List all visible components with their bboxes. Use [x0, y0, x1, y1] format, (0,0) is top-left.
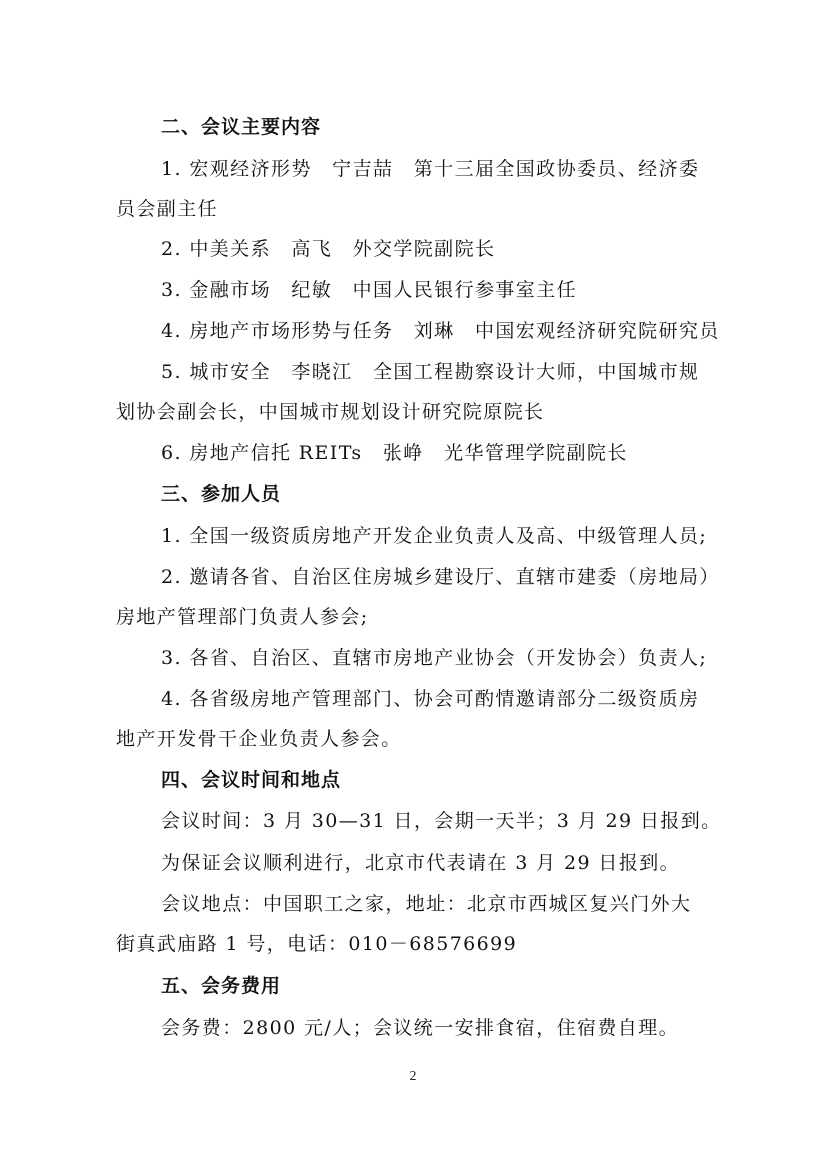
- section-heading-content: 二、会议主要内容: [161, 116, 322, 138]
- participants-item-4-line2: 地产开发骨干企业负责人参会。: [116, 728, 402, 750]
- content-item-6: 6. 房地产信托 REITs 张峥 光华管理学院副院长: [161, 442, 628, 464]
- section-heading-time-place: 四、会议时间和地点: [161, 769, 342, 791]
- fees-item-1: 会务费：2800 元/人；会议统一安排食宿，住宿费自理。: [161, 1017, 679, 1039]
- content-item-5-line2: 划协会副会长，中国城市规划设计研究院原院长: [116, 401, 545, 423]
- section-heading-participants: 三、参加人员: [161, 483, 282, 505]
- content-item-5-line1: 5. 城市安全 李晓江 全国工程勘察设计大师，中国城市规: [161, 361, 700, 383]
- time-place-item-1: 会议时间：3 月 30—31 日，会期一天半；3 月 29 日报到。: [161, 810, 722, 832]
- section-heading-fees: 五、会务费用: [161, 975, 282, 997]
- content-item-1-line1: 1. 宏观经济形势 宁吉喆 第十三届全国政协委员、经济委: [161, 158, 700, 180]
- participants-item-1: 1. 全国一级资质房地产开发企业负责人及高、中级管理人员;: [161, 525, 708, 547]
- content-item-4: 4. 房地产市场形势与任务 刘琳 中国宏观经济研究院研究员: [161, 320, 720, 342]
- time-place-item-2: 为保证会议顺利进行，北京市代表请在 3 月 29 日报到。: [161, 852, 681, 874]
- page-number: 2: [409, 1069, 417, 1084]
- time-place-item-3-line1: 会议地点：中国职工之家，地址：北京市西城区复兴门外大: [161, 893, 692, 915]
- content-item-2: 2. 中美关系 高飞 外交学院副院长: [161, 238, 496, 260]
- participants-item-3: 3. 各省、自治区、直辖市房地产业协会（开发协会）负责人;: [161, 647, 708, 669]
- participants-item-2-line2: 房地产管理部门负责人参会;: [116, 606, 369, 628]
- participants-item-2-line1: 2. 邀请各省、自治区住房城乡建设厅、直辖市建委（房地局）: [161, 566, 720, 588]
- content-item-3: 3. 金融市场 纪敏 中国人民银行参事室主任: [161, 279, 577, 301]
- time-place-item-3-line2: 街真武庙路 1 号，电话：010－68576699: [116, 933, 518, 955]
- content-item-1-line2: 员会副主任: [116, 198, 219, 220]
- participants-item-4-line1: 4. 各省级房地产管理部门、协会可酌情邀请部分二级资质房: [161, 688, 700, 710]
